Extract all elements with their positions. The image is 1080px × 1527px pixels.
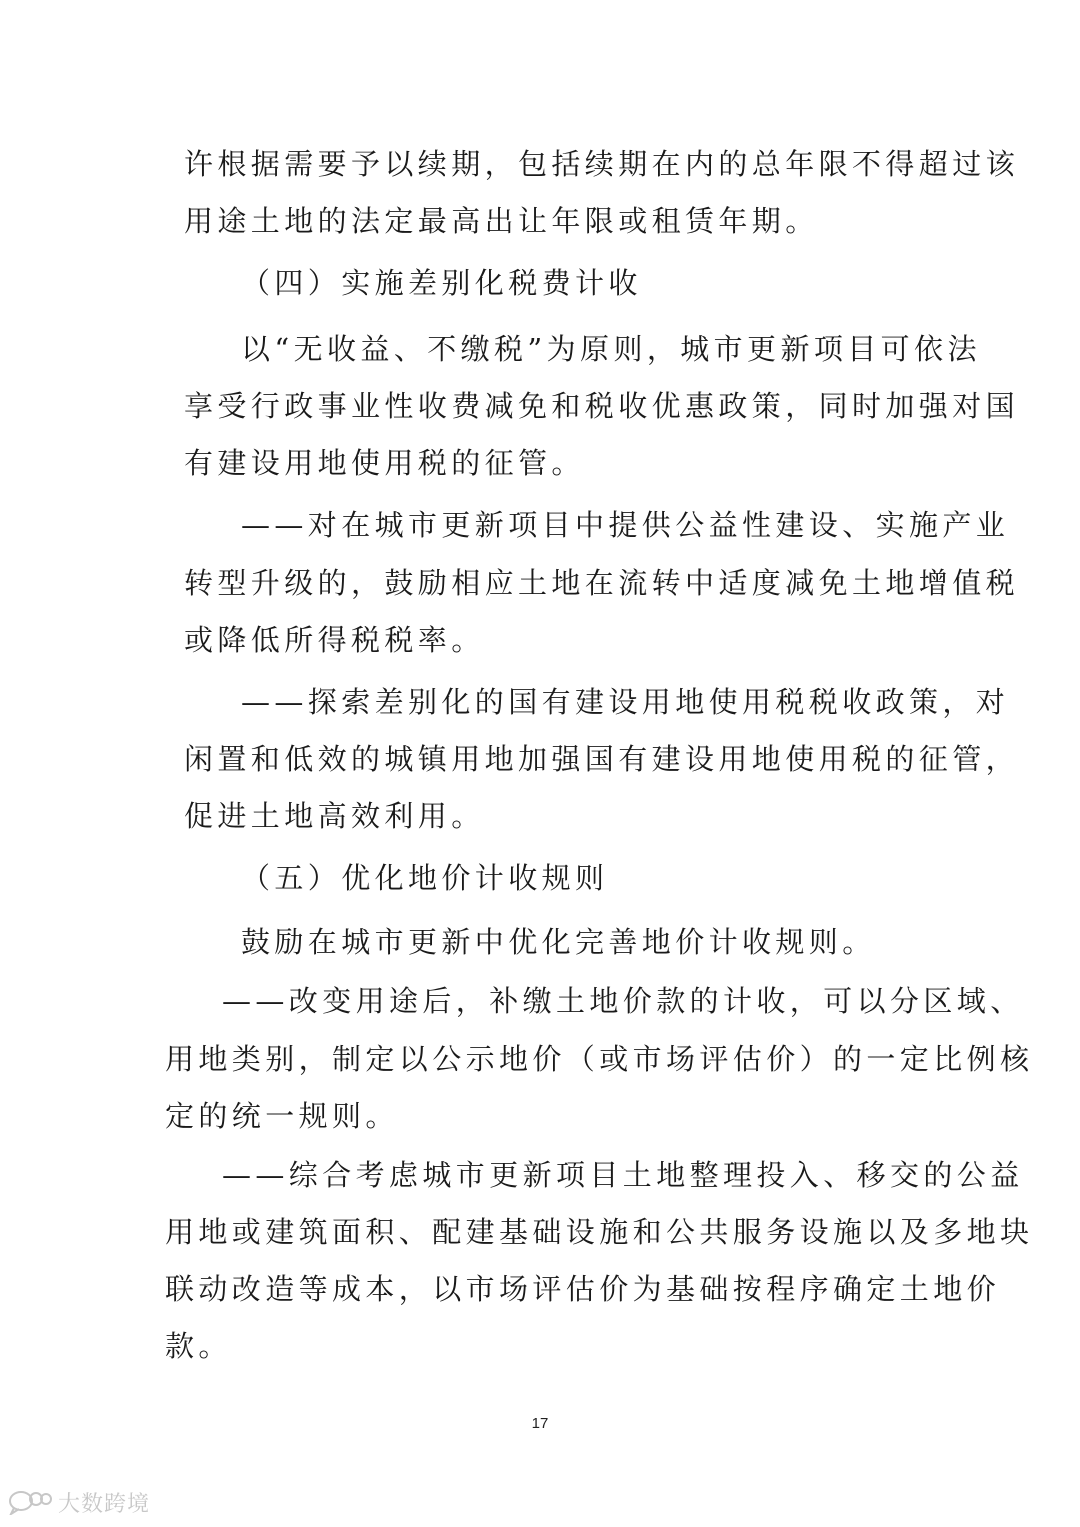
text-line: 鼓励在城市更新中优化完善地价计收规则。 bbox=[241, 925, 876, 959]
text-line: 许根据需要予以续期，包括续期在内的总年限不得超过该 bbox=[184, 147, 1020, 181]
speech-bubble-logo-icon bbox=[8, 1489, 52, 1515]
text-line: 联动改造等成本，以市场评估价为基础按程序确定土地价 bbox=[165, 1272, 1001, 1306]
text-line: 用地类别，制定以公示地价（或市场评估价）的一定比例核 bbox=[165, 1042, 1034, 1076]
page-number: 17 bbox=[531, 1415, 549, 1432]
text-line: 或降低所得税税率。 bbox=[184, 623, 485, 657]
text-line: 以“无收益、不缴税”为原则，城市更新项目可依法 bbox=[241, 332, 981, 366]
text-line: ——探索差别化的国有建设用地使用税税收政策，对 bbox=[241, 685, 1010, 719]
text-line: 享受行政事业性收费减免和税收优惠政策，同时加强对国 bbox=[184, 389, 1020, 423]
text-line: 转型升级的，鼓励相应土地在流转中适度减免土地增值税 bbox=[184, 566, 1020, 600]
text-line: ——对在城市更新项目中提供公益性建设、实施产业 bbox=[241, 508, 1010, 542]
text-line: 用途土地的法定最高出让年限或租赁年期。 bbox=[184, 204, 819, 238]
text-line: 有建设用地使用税的征管。 bbox=[184, 446, 585, 480]
text-line: ——综合考虑城市更新项目土地整理投入、移交的公益 bbox=[222, 1158, 1024, 1192]
text-line: ——改变用途后，补缴土地价款的计收，可以分区域、 bbox=[222, 984, 1024, 1018]
text-line: 款。 bbox=[165, 1329, 232, 1363]
section-heading: （四）实施差别化税费计收 bbox=[241, 266, 642, 300]
text-line: 定的统一规则。 bbox=[165, 1099, 399, 1133]
text-line: 闲置和低效的城镇用地加强国有建设用地使用税的征管， bbox=[184, 742, 1020, 776]
section-heading: （五）优化地价计收规则 bbox=[241, 861, 609, 895]
text-line: 促进土地高效利用。 bbox=[184, 799, 485, 833]
watermark bbox=[8, 1488, 150, 1516]
text-line: 用地或建筑面积、配建基础设施和公共服务设施以及多地块 bbox=[165, 1215, 1034, 1249]
watermark-text: 大数跨境 bbox=[58, 1491, 151, 1517]
